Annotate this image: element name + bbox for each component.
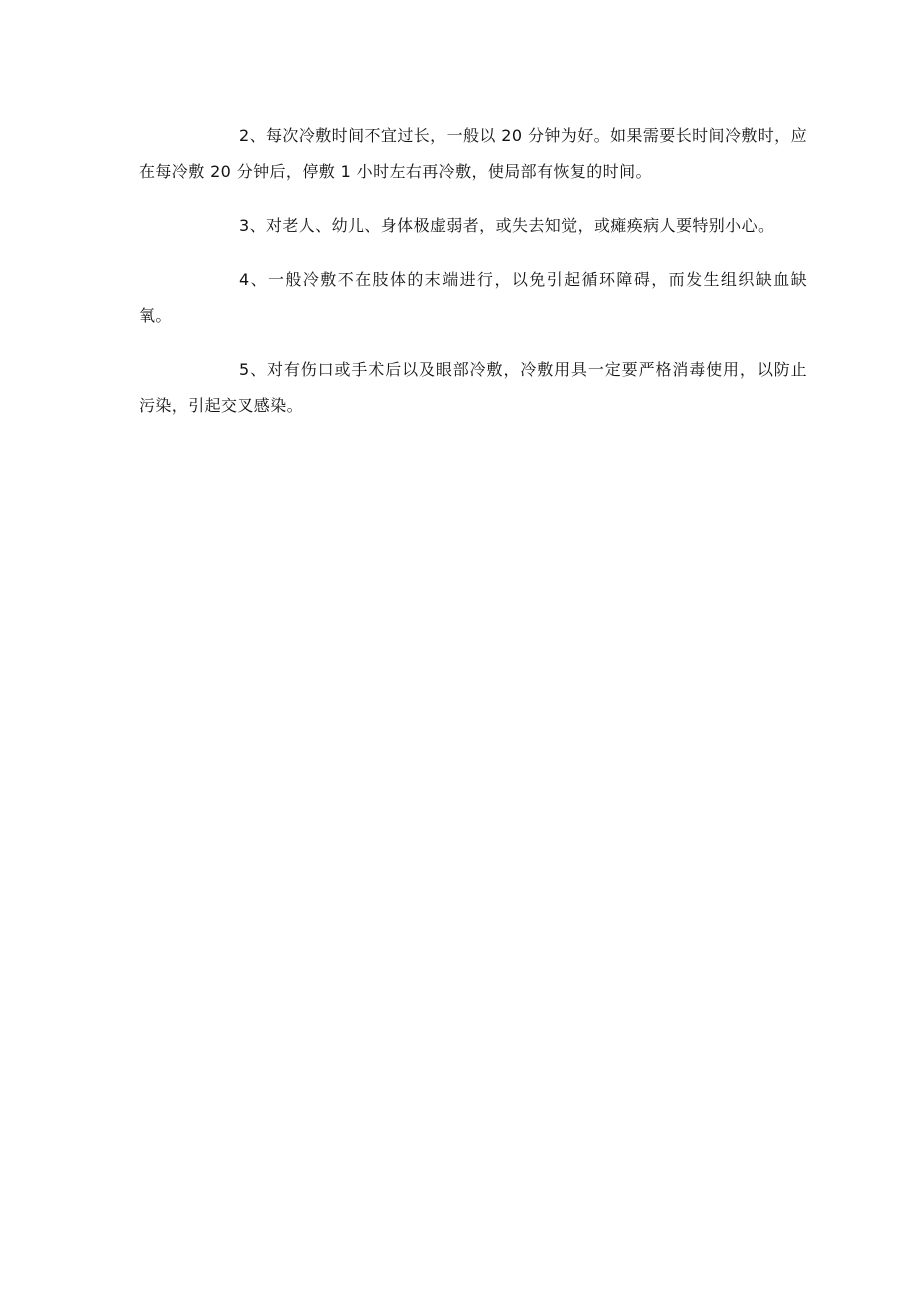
paragraph-item-4: 4、一般冷敷不在肢体的末端进行，以免引起循环障碍，而发生组织缺血缺氧。: [139, 270, 807, 325]
paragraph-item-2: 2、每次冷敷时间不宜过长，一般以 20 分钟为好。如果需要长时间冷敷时，应在每冷敷 20 分钟后，停敷 1 小时左右再冷敷，使局部有恢复的时间。: [139, 126, 807, 181]
paragraph-item-3: 3、对老人、幼儿、身体极虚弱者，或失去知觉，或瘫痪病人要特别小心。: [239, 216, 775, 235]
document-body: [139, 118, 807, 424]
paragraph-item-5: 5、对有伤口或手术后以及眼部冷敷，冷敷用具一定要严格消毒使用，以防止污染，引起交叉感染。: [139, 360, 807, 415]
